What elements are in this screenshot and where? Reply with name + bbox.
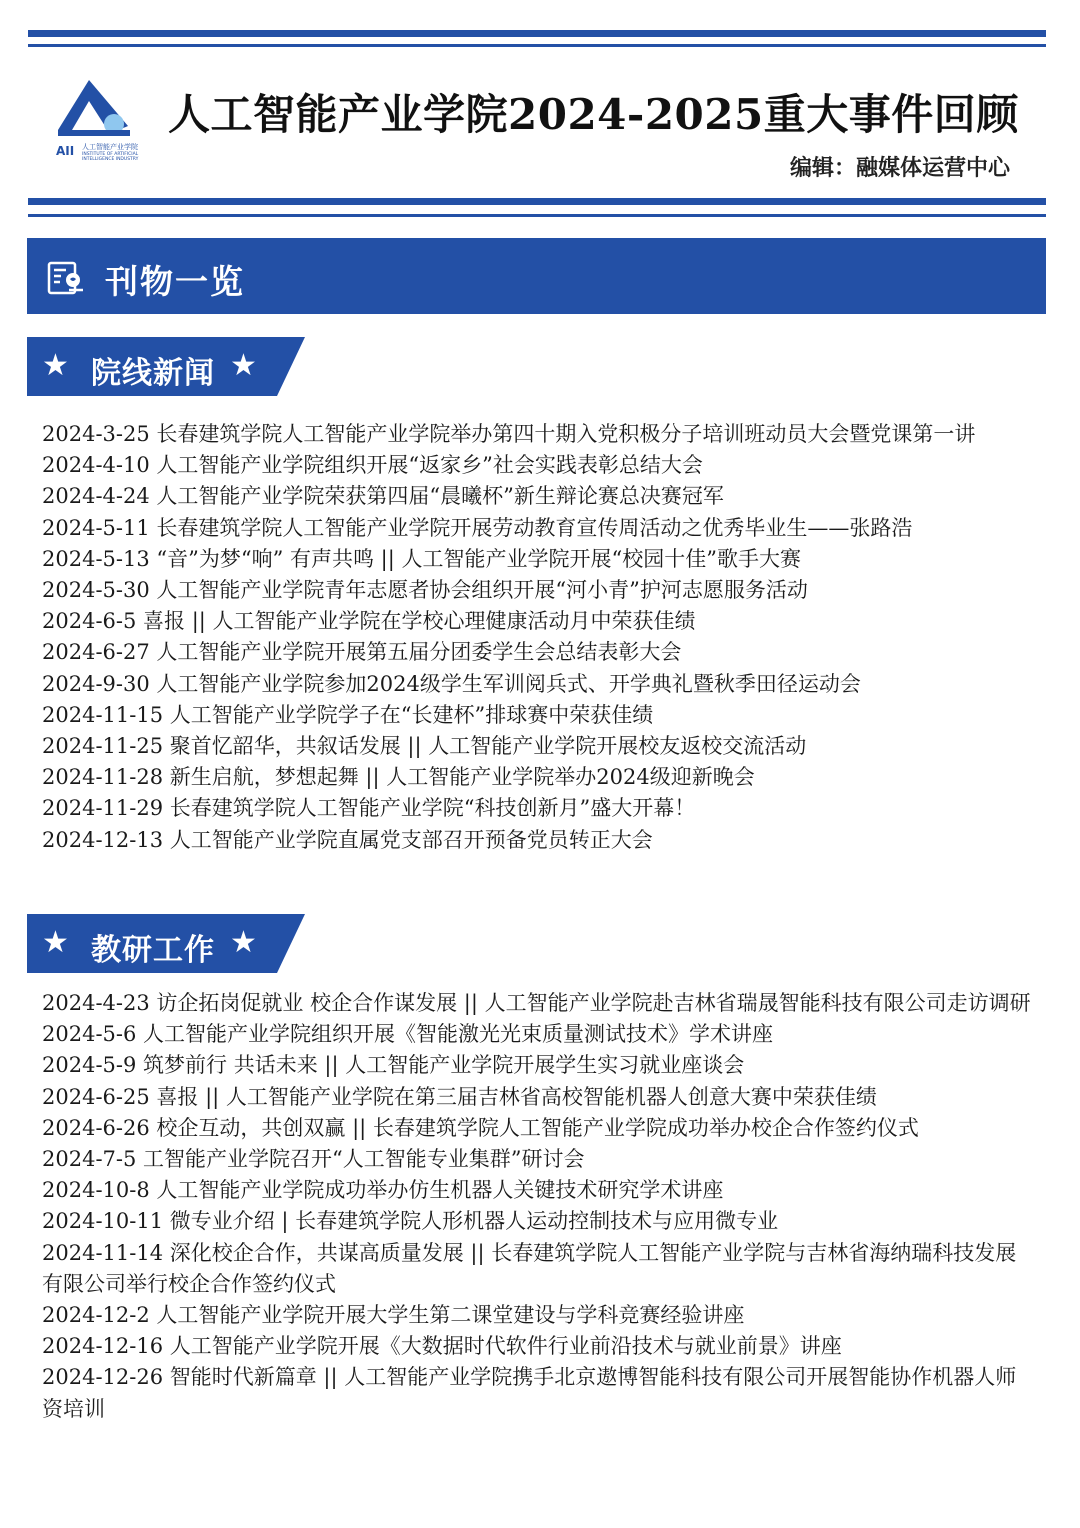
list-item: 2024-12-26 智能时代新篇章 || 人工智能产业学院携手北京遨博智能科技有限公司开展智能协作机器人师资培训 (42, 1365, 1017, 1421)
header-bottom-rule-thick (28, 198, 1046, 205)
list-item: 2024-11-25 聚首忆韶华，共叙话发展 || 人工智能产业学院开展校友返校交流活动 (42, 734, 807, 759)
star-icon: ★ (42, 925, 69, 960)
list-item: 2024-6-5 喜报 || 人工智能产业学院在学校心理健康活动月中荣获佳绩 (42, 609, 696, 634)
logo-mark-icon (50, 74, 150, 144)
page-title: 人工智能产业学院2024-2025重大事件回顾 (168, 90, 1019, 139)
top-rule-thick (28, 30, 1046, 37)
logo-abbreviation: AII (56, 144, 75, 158)
list-item: 2024-5-6 人工智能产业学院组织开展《智能激光光束质量测试技术》学术讲座 (42, 1022, 774, 1047)
top-rule-thin (28, 44, 1046, 47)
section-tab-teaching-research (27, 914, 307, 973)
list-item: 2024-11-15 人工智能产业学院学子在“长建杯”排球赛中荣获佳绩 (42, 702, 654, 727)
list-item: 2024-11-28 新生启航，梦想起舞 || 人工智能产业学院举办2024级迎新晚会 (42, 765, 755, 790)
list-item: 2024-5-13 “音”为梦“响” 有声共鸣 || 人工智能产业学院开展“校园十佳”歌手大赛 (42, 546, 801, 571)
logo-english-name: INSTITUTE OF ARTIFICIAL INTELLIGENCE INDUSTRY (82, 152, 139, 162)
list-item: 2024-10-8 人工智能产业学院成功举办仿生机器人关键技术研究学术讲座 (42, 1178, 724, 1203)
header-bottom-rule-thin (28, 214, 1046, 217)
section-title-teaching-research: 教研工作 (91, 933, 215, 968)
star-icon: ★ (42, 348, 69, 383)
list-item: 2024-6-27 人工智能产业学院开展第五届分团委学生会总结表彰大会 (42, 640, 682, 665)
list-item: 2024-4-24 人工智能产业学院荣获第四届“晨曦杯”新生辩论赛总决赛冠军 (42, 484, 724, 509)
list-item: 2024-12-13 人工智能产业学院直属党支部召开预备党员转正大会 (42, 827, 653, 852)
list-item: 2024-3-25 长春建筑学院人工智能产业学院举办第四十期入党积极分子培训班动员大会暨党课第一讲 (42, 422, 976, 446)
list-item: 2024-5-9 筑梦前行 共话未来 || 人工智能产业学院开展学生实习就业座谈会 (42, 1053, 745, 1078)
list-item: 2024-5-11 长春建筑学院人工智能产业学院开展劳动教育宣传周活动之优秀毕业生——张路浩 (42, 515, 913, 540)
list-item: 2024-5-30 人工智能产业学院青年志愿者协会组织开展“河小青”护河志愿服务活动 (42, 578, 808, 603)
publication-banner (27, 238, 1046, 314)
list-item: 2024-4-23 访企拓岗促就业 校企合作谋发展 || 人工智能产业学院赴吉林省瑞晟智能科技有限公司走访调研 (42, 991, 1031, 1015)
list-item: 2024-6-26 校企互动，共创双赢 || 长春建筑学院人工智能产业学院成功举办校企合作签约仪式 (42, 1115, 919, 1140)
list-item: 2024-12-16 人工智能产业学院开展《大数据时代软件行业前沿技术与就业前景》讲座 (42, 1334, 842, 1359)
banner-title: 刊物一览 (105, 262, 245, 301)
institute-logo (50, 74, 150, 166)
list-item: 2024-11-14 深化校企合作，共谋高质量发展 || 长春建筑学院人工智能产业学院与吉林省海纳瑞科技发展有限公司举行校企合作签约仪式 (42, 1240, 1017, 1296)
editor-credit: 编辑：融媒体运营中心 (789, 155, 1010, 181)
list-item: 2024-11-29 长春建筑学院人工智能产业学院“科技创新月”盛大开幕！ (42, 796, 696, 821)
list-item: 2024-12-2 人工智能产业学院开展大学生第二课堂建设与学科竞赛经验讲座 (42, 1303, 745, 1328)
news-list (42, 419, 1032, 856)
magazine-icon (46, 258, 86, 298)
teaching-research-list (42, 988, 1032, 1425)
star-icon: ★ (230, 925, 257, 960)
section-tab-news (27, 337, 307, 396)
logo-chinese-name: 人工智能产业学院 (82, 143, 138, 151)
list-item: 2024-4-10 人工智能产业学院组织开展“返家乡”社会实践表彰总结大会 (42, 453, 703, 478)
section-title-news: 院线新闻 (91, 356, 215, 391)
list-item: 2024-6-25 喜报 || 人工智能产业学院在第三届吉林省高校智能机器人创意大赛中荣获佳绩 (42, 1084, 877, 1109)
list-item: 2024-10-11 微专业介绍 | 长春建筑学院人形机器人运动控制技术与应用微专业 (42, 1209, 779, 1234)
star-icon: ★ (230, 348, 257, 383)
list-item: 2024-7-5 工智能产业学院召开“人工智能专业集群”研讨会 (42, 1147, 585, 1172)
list-item: 2024-9-30 人工智能产业学院参加2024级学生军训阅兵式、开学典礼暨秋季田径运动会 (42, 671, 861, 696)
